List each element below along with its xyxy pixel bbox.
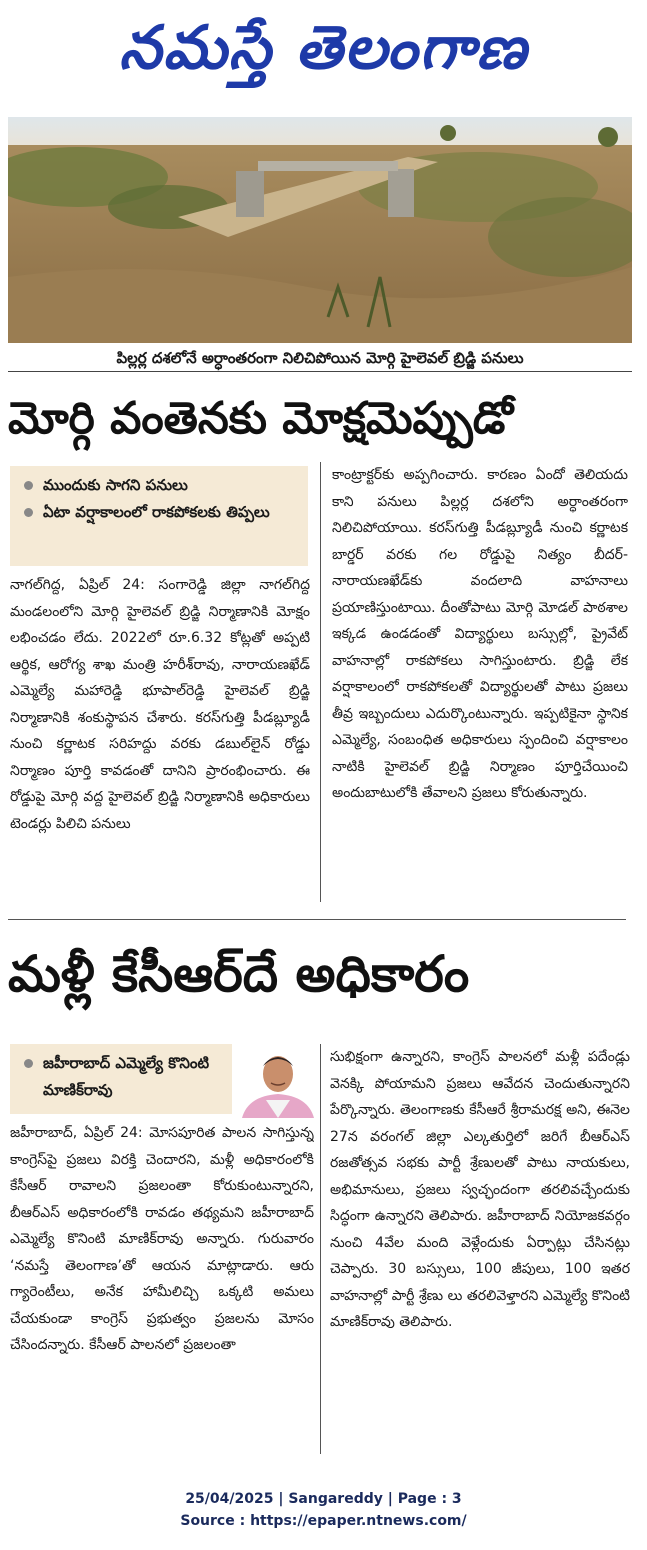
article1-highlights: [10, 466, 308, 566]
article2-headline: మళ్లీ కేసీఆర్‌దే అధికారం: [8, 945, 470, 1003]
bullet-icon: [24, 508, 33, 517]
bullet-icon: [24, 481, 33, 490]
column-divider: [320, 1044, 321, 1454]
page-footer: [0, 1488, 647, 1532]
newspaper-title: నమస్తే తెలంగాణ: [118, 13, 529, 83]
article1-column-right: కాంట్రాక్టర్‌కు అప్పగించారు. కారణం ఏందో తెలియదు కాని పనులు పిల్లర్ల దశలోని అర్ధాంతరంగా నిలిచిపోయాయి. కరస్‌గుత్తి పీడబ్ల్యూడీ నుంచి కర్ణాటక బార్డర్ వరకు గల రోడ్డుపై నిత్యం బీదర్-నారాయణఖేడ్‌కు వందలాది వాహనాలు ప్రయాణిస్తుంటాయి. దీంతోపాటు మోర్గి మోడల్ పాఠశాల ఇక్కడ ఉండడంతో విద్యార్థులు బస్సుల్లో, ప్రైవేట్ వాహనాల్లో రాకపోకలు సాగిస్తుంటారు. బ్రిడ్జి లేక వర్షాకాలంలో రాకపోకలతో విద్యార్థులతో పాటు ప్రజలు తీవ్ర ఇబ్బందులు ఎదుర్కొంటున్నారు. ఇప్పటికైనా స్థానిక ఎమ్మెల్యే, సంబంధిత అధికారులు స్పందించి వర్షాకాలం నాటికి హైలెవల్ బ్రిడ్జి నిర్మాణం పూర్తిచేయించి అందుబాటులోకి తేవాలని ప్రజలు కోరుతున్నారు.: [332, 467, 628, 801]
highlight-item: ముందుకు సాగని పనులు: [20, 472, 298, 499]
article-separator: [8, 919, 626, 920]
article2-column-left: జహీరాబాద్, ఏప్రిల్ 24: మోసపూరిత పాలన సాగిస్తున్న కాంగ్రెస్‌పై ప్రజలు విరక్తి చెందారని, మళ్లీ అధికారంలోకి కేసీఆర్ రావాలని ప్రజలంతా కోరుకుంటున్నారని, బీఆర్‌ఎస్ అధికారంలోకి రావడం తథ్యమని జహీరాబాద్ ఎమ్మెల్యే కొనింటి మాణిక్‌రావు అన్నారు. గురువారం ‘నమస్తే తెలంగాణ’తో ఆయన మాట్లాడారు. ఆరు గ్యారెంటీలు, అనేక హామీలిచ్చి ఒక్కటి అమలు చేయకుండా కాంగ్రెస్ ప్రభుత్వం ప్రజలను మోసం చేసిందన్నారు. కేసీఆర్ పాలనలో ప్రజలంతా: [10, 1125, 314, 1353]
column-divider: [320, 462, 321, 902]
highlight-item: ఏటా వర్షాకాలంలో రాకపోకలకు తిప్పలు: [20, 499, 298, 526]
article1-headline: మోర్గి వంతెనకు మోక్షమెప్పుడో: [8, 393, 514, 444]
article2-highlights: [10, 1044, 232, 1114]
bridge-photo: [8, 117, 632, 343]
footer-source-line: Source : https://epaper.ntnews.com/: [180, 1513, 467, 1529]
masthead: [0, 0, 647, 108]
mla-portrait: [238, 1048, 318, 1118]
footer-date-line: 25/04/2025 | Sangareddy | Page : 3: [185, 1491, 462, 1507]
highlight-item: జహీరాబాద్ ఎమ్మెల్యే కొనింటి మాణిక్‌రావు: [20, 1050, 222, 1104]
article2-column-right: సుభిక్షంగా ఉన్నారని, కాంగ్రెస్ పాలనలో మళ్లీ పదేండ్లు వెనక్కి పోయామని ప్రజలు ఆవేదన చెందుతున్నారని పేర్కొన్నారు. తెలంగాణకు కేసీఆరే శ్రీరామరక్ష అని, ఈనెల 27న వరంగల్ జిల్లా ఎల్కతుర్తిలో జరిగే బీఆర్‌ఎస్ రజతోత్సవ సభకు పార్టీ శ్రేణులతో పాటు నాయకులు, అభిమానులు, ప్రజలు స్వచ్ఛందంగా తరలివచ్చేందుకు సిద్ధంగా ఉన్నారని తెలిపారు. జహీరాబాద్ నియోజకవర్గం నుంచి 4వేల మంది వెళ్లేందుకు ఏర్పాట్లు చేసినట్లు చెప్పారు. 30 బస్సులు, 100 జీపులు, 100 ఇతర వాహనాల్లో పార్టీ శ్రేణు లు తరలివెళ్తారని ఎమ్మెల్యే కొనింటి మాణిక్‌రావు తెలిపారు.: [330, 1049, 630, 1330]
article1-column-left: నాగల్‌గిద్ద, ఏప్రిల్ 24: సంగారెడ్డి జిల్లా నాగల్‌గిద్ద మండలంలోని మోర్గి హైలెవల్ బ్రిడ్జి నిర్మాణానికి మోక్షం లభించడం లేదు. 2022లో రూ.6.32 కోట్లతో అప్పటి ఆర్థిక, ఆరోగ్య శాఖ మంత్రి హరీశ్‌రావు, నారాయణఖేడ్ ఎమ్మెల్యే మహారెడ్డి భూపాల్‌రెడ్డి హైలెవల్ బ్రిడ్జి నిర్మాణానికి శంకుస్థాపన చేశారు. కరస్‌గుత్తి పీడబ్ల్యూడీ నుంచి కర్ణాటక సరిహద్దు వరకు డబుల్‌లైన్ రోడ్డు నిర్మాణం పూర్తి కావడంతో దానిని ప్రారంభించారు. ఈ రోడ్డుపై మోర్గి వద్ద హైలెవల్ బ్రిడ్జి నిర్మాణానికి అధికారులు టెండర్లు పిలిచి పనులు: [10, 577, 310, 832]
photo-caption: పిల్లర్ల దశలోనే అర్ధాంతరంగా నిలిచిపోయిన మోర్గి హైలెవల్ బ్రిడ్జి పనులు: [8, 344, 632, 372]
bullet-icon: [24, 1059, 33, 1068]
